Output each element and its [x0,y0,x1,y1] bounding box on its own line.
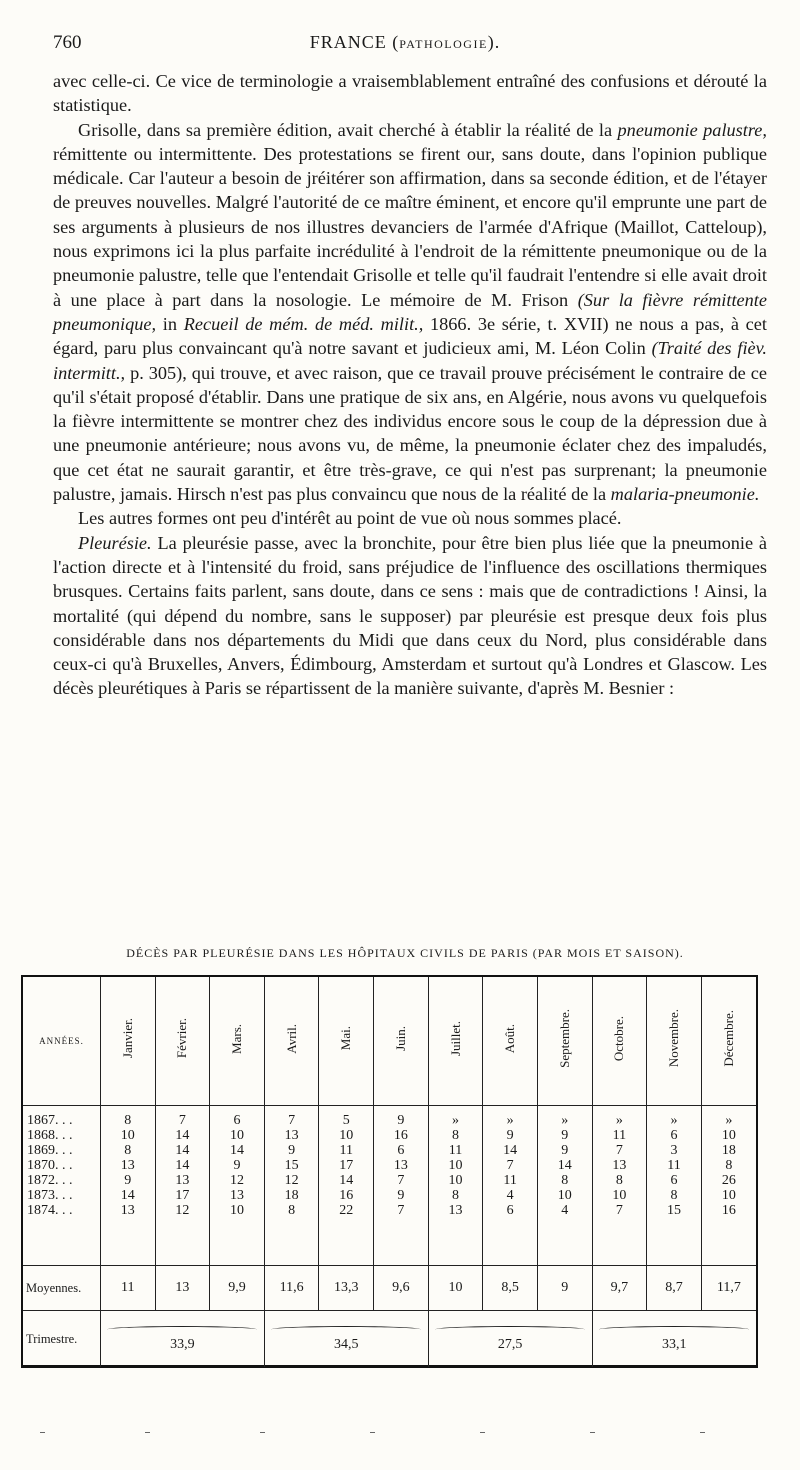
month-header [100,977,155,1106]
table-cell-value: 15 [667,1203,682,1218]
table-cell-value: 9 [233,1158,241,1173]
moyenne-value: 8,7 [647,1266,702,1311]
moyenne-value: 13,3 [319,1266,374,1311]
moyennes-row [23,1266,756,1311]
annees-label: ANNÉES. [39,1036,84,1046]
table-data-row [23,1106,756,1266]
table-cell-value: 10 [230,1128,245,1143]
table-cell-value: 13 [230,1188,245,1203]
moyennes-label: Moyennes. [23,1266,100,1311]
table-cell-value: 13 [120,1203,135,1218]
table-cell-value: 13 [284,1128,299,1143]
trimestre-number: 34,5 [334,1336,359,1352]
table-cell-value: 8 [288,1203,296,1218]
table-cell-value: 17 [339,1158,354,1173]
scan-mark [590,1432,595,1433]
trimestre-value [428,1311,592,1368]
year-label: 1872. . . [27,1173,73,1188]
table-cell-value: 16 [721,1203,736,1218]
table-cell-value: 15 [284,1158,299,1173]
table-cell-value: 13 [120,1158,135,1173]
table-cell-value: 14 [339,1173,354,1188]
table-cell-value: 16 [339,1188,354,1203]
trimestre-value [592,1311,756,1368]
trimestre-number: 33,1 [662,1336,687,1352]
month-header [155,977,210,1106]
month-values-cell [264,1106,319,1266]
month-label: Mai. [338,1026,354,1051]
year-label: 1874. . . [27,1203,73,1218]
table-cell-value: 11 [503,1173,517,1188]
month-label: Mars. [229,1023,245,1054]
month-label: Juin. [392,1026,408,1051]
trimestre-value [264,1311,428,1368]
text-run: Grisolle, dans sa première édition, avait cherché à établir la réalité de la [78,119,613,140]
scan-mark [40,1432,45,1433]
text-italic: Recueil de mém. de méd. milit., [183,313,424,334]
table-cell-value: 11 [667,1158,681,1173]
table-cell-value: 10 [230,1203,245,1218]
month-header [592,977,647,1106]
paragraph-pleuresie [53,531,767,701]
month-header [210,977,265,1106]
table-cell-value: 7 [397,1173,405,1188]
text-run: in [162,313,178,334]
trimestre-value [100,1311,264,1368]
mortality-table-grid [23,977,756,1367]
table-cell-value: 9 [124,1173,132,1188]
table-cell-value: 4 [506,1188,514,1203]
table-cell-value: 12 [175,1203,190,1218]
table-header-row [23,977,756,1106]
table-cell-value: 12 [230,1173,245,1188]
text-italic: malaria-pneumonie. [610,484,760,505]
year-label: 1873. . . [27,1188,73,1203]
moyenne-value: 9,7 [592,1266,647,1311]
table-cell-value: 7 [178,1113,186,1128]
running-title-end: ). [487,32,501,52]
table-cell-value: » [561,1113,569,1128]
month-header [319,977,374,1106]
scan-mark [700,1432,705,1433]
text-italic: (Sur la fièvre rémittente pneumonique, [53,289,767,334]
text-italic: pneumonie palustre, [617,119,767,140]
brace-mark [435,1326,585,1333]
table-cell-value: 8 [452,1128,460,1143]
table-cell-value: 8 [124,1143,132,1158]
month-values-cell [483,1106,538,1266]
month-label: Janvier. [119,1018,135,1059]
table-cell-value: 10 [120,1128,135,1143]
table-cell-value: 6 [506,1203,514,1218]
month-values-cell [537,1106,592,1266]
month-values-cell [592,1106,647,1266]
page-header [40,22,770,62]
running-title [40,32,770,53]
text-italic: (Traité des fièv. intermitt., [53,338,767,383]
month-header [428,977,483,1106]
scan-mark [260,1432,265,1433]
table-cell-value: 9 [288,1143,296,1158]
table-cell-value: 11 [612,1128,627,1143]
table-cell-value: 13 [175,1173,190,1188]
table-caption: DÉCÈS PAR PLEURÉSIE DANS LES HÔPITAUX CIVILS DE PARIS (PAR MOIS ET SAISON). [126,946,684,960]
paragraph-continuation: avec celle-ci. Ce vice de terminologie a vraisemblablement entraîné des confusions et dérouté la statistique. [53,71,767,116]
moyenne-value: 9 [537,1266,592,1311]
scan-marks [0,1432,800,1440]
page-number: 760 [53,32,82,53]
years-cell [23,1106,100,1266]
moyenne-value: 11 [100,1266,155,1311]
table-cell-value: 16 [393,1128,408,1143]
table-cell-value: 14 [175,1143,190,1158]
trimestre-label: Trimestre. [23,1311,100,1368]
month-values-cell [428,1106,483,1266]
table-cell-value: 9 [506,1128,514,1143]
month-header [701,977,756,1106]
running-title-section: PATHOLOGIE [399,37,488,51]
table-cell-value: 5 [342,1113,350,1128]
table-cell-value: 10 [721,1188,736,1203]
table-cell-value: » [725,1113,733,1128]
table-cell-value: 10 [612,1188,627,1203]
month-label: Février. [174,1018,190,1059]
table-cell-value: » [670,1113,678,1128]
table-cell-value: 9 [397,1188,405,1203]
month-label: Juillet. [447,1020,463,1057]
table-cell-value: 4 [561,1203,569,1218]
table-cell-value: 7 [615,1203,623,1218]
month-values-cell [701,1106,756,1266]
month-header [647,977,702,1106]
table-cell-value: 14 [503,1143,518,1158]
table-cell-value: 9 [397,1113,405,1128]
table-cell-value: 6 [670,1173,678,1188]
table-cell-value: 7 [506,1158,514,1173]
table-cell-value: 8 [452,1188,460,1203]
month-values-cell [374,1106,429,1266]
text-run: p. 305), qui trouve, et avec raison, que ce travail prouve précisément le contraire de ce qu'il s'était proposé d'établir. Dans une pratique de six ans, en Algérie, nous avons vu quelquefois la fièvre intermittente se montrer chez des individus encore sous le coup de la dépression due à une pneumonie antérieure; nous avons vu, de même, la pneumonie éclater chez des impaludés, que cet état ne saurait garantir, et être très-grave, ce qui n'est pas surprenant; la pneumonie palustre, jamais. Hirsch n'est pas plus convaincu que nous de la réalité de la [53,362,767,505]
table-cell-value: 8 [725,1158,733,1173]
table-cell-value: 11 [448,1143,463,1158]
trimestre-row [23,1311,756,1368]
section-heading-pleuresie: Pleurésie. [78,532,152,553]
text-run: rémittente ou intermittente. Des protestations se firent our, sans doute, dans l'opinion publique médicale. Car l'auteur a besoin de jréitérer son affirmation, dans sa seconde édition, et de l'étayer de preuves nouvelles. Malgré l'autorité de ce maître éminent, et encore qu'il emprunte une part de ses arguments à plusieurs de nos illustres devanciers de l'armée d'Afrique (Maillot, Catteloup), nous exprimons ici la plus parfaite incrédulité à l'endroit de la rémittente pneumonique ou de la pneumonie palustre, telle que l'entendait Grisolle et telle qu'il faudrait l'entendre si elle avait droit à une place à part dans la nosologie. Le mémoire de M. Frison [53,143,767,310]
table-cell-value: » [506,1113,514,1128]
month-values-cell [100,1106,155,1266]
table-cell-value: 6 [397,1143,405,1158]
text-run: 1866. 3e série, t. XVII) ne nous a pas, à cet égard, paru plus convaincant qu'à notre savant et judicieux ami, M. Léon Colin [53,313,767,359]
table-cell-value: 8 [670,1188,678,1203]
table-cell-value: 8 [615,1173,623,1188]
table-cell-value: 18 [721,1143,736,1158]
table-cell-value: 18 [284,1188,299,1203]
trimestre-number: 27,5 [497,1336,523,1352]
month-header [537,977,592,1106]
text-run: La pleurésie passe, avec la bronchite, pour être bien plus liée que la pneumonie à l'action directe et à l'intensité du froid, sans préjudice de l'influence des oscillations thermiques brusques. Certains faits parlent, sans doute, dans ce sens : mais que de contradictions ! Ainsi, la mortalité (qui dépend du nombre, sans le supposer) par pleurésie est presque deux fois plus considérable dans nos départements du Midi que dans ceux du Nord, plus considérable dans ceux-ci qu'à Bruxelles, Anvers, Édimbourg, Amsterdam et surtout qu'à Londres et Glascow. Les décès pleurétiques à Paris se répartissent de la manière suivante, d'après M. Besnier : [53,532,768,699]
table-cell-value: 13 [612,1158,627,1173]
brace-mark [107,1326,257,1333]
table-cell-value: 10 [448,1158,463,1173]
table-cell-value: 10 [721,1128,736,1143]
table-cell-value: 6 [670,1128,678,1143]
table-cell-value: 12 [284,1173,299,1188]
moyenne-value: 8,5 [483,1266,538,1311]
table-cell-value: 17 [175,1188,190,1203]
table-cell-value: 10 [557,1188,572,1203]
trimestre-number: 33,9 [170,1336,195,1352]
table-cell-value: 14 [120,1188,135,1203]
mortality-table [21,975,758,1368]
month-header [264,977,319,1106]
month-label: Octobre. [611,1015,627,1062]
table-cell-value: 26 [721,1173,736,1188]
month-label: Avril. [283,1023,299,1054]
scan-mark [480,1432,485,1433]
month-header [483,977,538,1106]
moyenne-value: 11,7 [701,1266,756,1311]
moyenne-value: 13 [155,1266,210,1311]
table-cell-value: 7 [397,1203,405,1218]
month-label: Décembre. [720,1010,736,1067]
table-cell-value: » [615,1113,623,1128]
month-header [374,977,429,1106]
moyenne-value: 9,6 [374,1266,429,1311]
brace-mark [271,1326,421,1333]
table-cell-value: » [452,1113,460,1128]
table-cell-value: 14 [557,1158,572,1173]
body-text [53,69,767,701]
brace-mark [599,1326,749,1333]
running-title-main: FRANCE ( [309,32,400,52]
year-label: 1868. . . [27,1128,73,1143]
year-label: 1869. . . [27,1143,73,1158]
year-label: 1870. . . [27,1158,73,1173]
table-cell-value: 9 [561,1128,569,1143]
month-label: Novembre. [666,1009,682,1068]
table-cell-value: 6 [233,1113,241,1128]
month-values-cell [647,1106,702,1266]
table-cell-value: 13 [448,1203,463,1218]
month-values-cell [319,1106,374,1266]
month-values-cell [210,1106,265,1266]
page [26,22,770,1352]
paragraph-grisolle [53,118,767,507]
scan-mark [370,1432,375,1433]
month-label: Septembre. [556,1009,572,1068]
table-cell-value: 22 [339,1203,354,1218]
table-cell-value: 9 [561,1143,569,1158]
table-cell-value: 14 [175,1128,190,1143]
moyenne-value: 11,6 [264,1266,319,1311]
moyenne-value: 9,9 [210,1266,265,1311]
paragraph-autres-formes: Les autres formes ont peu d'intérêt au point de vue où nous sommes placé. [78,508,622,529]
table-cell-value: 11 [339,1143,353,1158]
moyenne-value: 10 [428,1266,483,1311]
table-cell-value: 14 [175,1158,190,1173]
scan-mark [145,1432,150,1433]
table-cell-value: 14 [230,1143,245,1158]
table-cell-value: 7 [615,1143,623,1158]
year-label: 1867. . . [27,1113,73,1128]
table-cell-value: 13 [393,1158,408,1173]
table-cell-value: 3 [670,1143,678,1158]
month-values-cell [155,1106,210,1266]
table-cell-value: 10 [448,1173,463,1188]
table-cell-value: 10 [339,1128,354,1143]
corner-header [23,977,100,1106]
month-label: Août. [502,1023,518,1054]
table-cell-value: 8 [561,1173,569,1188]
table-cell-value: 7 [288,1113,296,1128]
table-cell-value: 8 [124,1113,132,1128]
